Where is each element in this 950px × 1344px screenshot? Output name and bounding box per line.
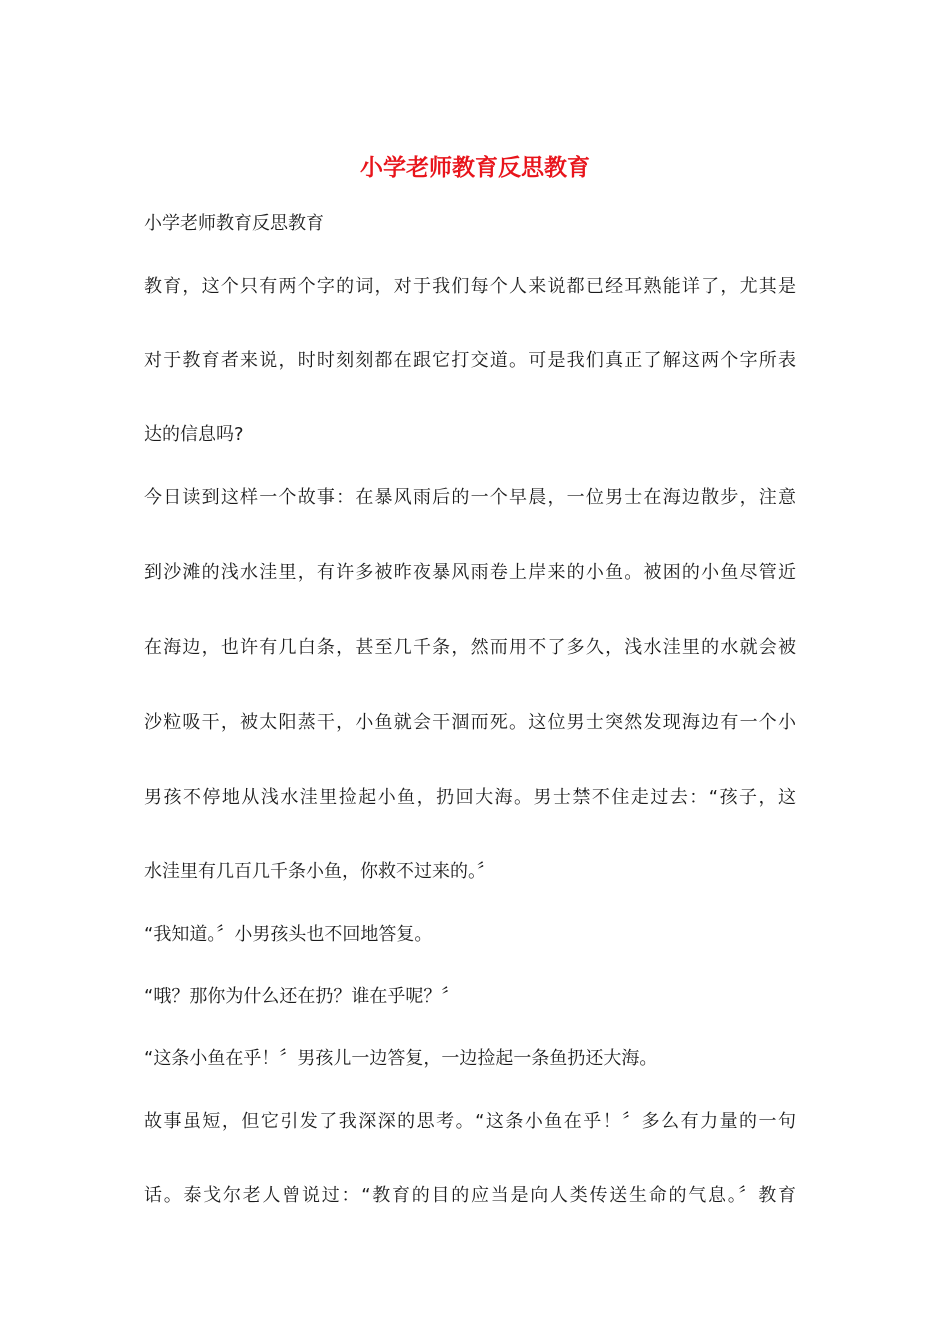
document-subtitle: 小学老师教育反思教育 (144, 213, 324, 234)
document-title: 小学老师教育反思教育 (360, 154, 590, 181)
paragraph-line: 话。泰戈尔老人曾说过：“教育的目的应当是向人类传送生命的气息。〞教育 (144, 1185, 796, 1206)
dialogue-line: “哦？那你为什么还在扔？谁在乎呢？〞 (144, 986, 460, 1007)
paragraph-line: 教育，这个只有两个字的词，对于我们每个人来说都已经耳熟能详了，尤其是 (144, 276, 796, 297)
paragraph-line: 今日读到这样一个故事：在暴风雨后的一个早晨，一位男士在海边散步，注意 (144, 487, 796, 508)
paragraph-line: 达的信息吗? (144, 424, 244, 445)
dialogue-line: “这条小鱼在乎！〞男孩儿一边答复，一边捡起一条鱼扔还大海。 (144, 1048, 658, 1069)
dialogue-line: “我知道。〞小男孩头也不回地答复。 (144, 924, 433, 945)
paragraph-line: 沙粒吸干，被太阳蒸干，小鱼就会干涸而死。这位男士突然发现海边有一个小 (144, 712, 796, 733)
paragraph-line: 对于教育者来说，时时刻刻都在跟它打交道。可是我们真正了解这两个字所表 (144, 350, 796, 371)
paragraph-line: 到沙滩的浅水洼里，有许多被昨夜暴风雨卷上岸来的小鱼。被困的小鱼尽管近 (144, 562, 796, 583)
paragraph-line: 水洼里有几百几千条小鱼，你救不过来的。〞 (144, 861, 495, 882)
paragraph-line: 在海边，也许有几白条，甚至几千条，然而用不了多久，浅水洼里的水就会被 (144, 637, 796, 658)
paragraph-line: 男孩不停地从浅水洼里捡起小鱼，扔回大海。男士禁不住走过去：“孩子，这 (144, 787, 796, 808)
paragraph-line: 故事虽短，但它引发了我深深的思考。“这条小鱼在乎！〞多么有力量的一句 (144, 1111, 796, 1132)
